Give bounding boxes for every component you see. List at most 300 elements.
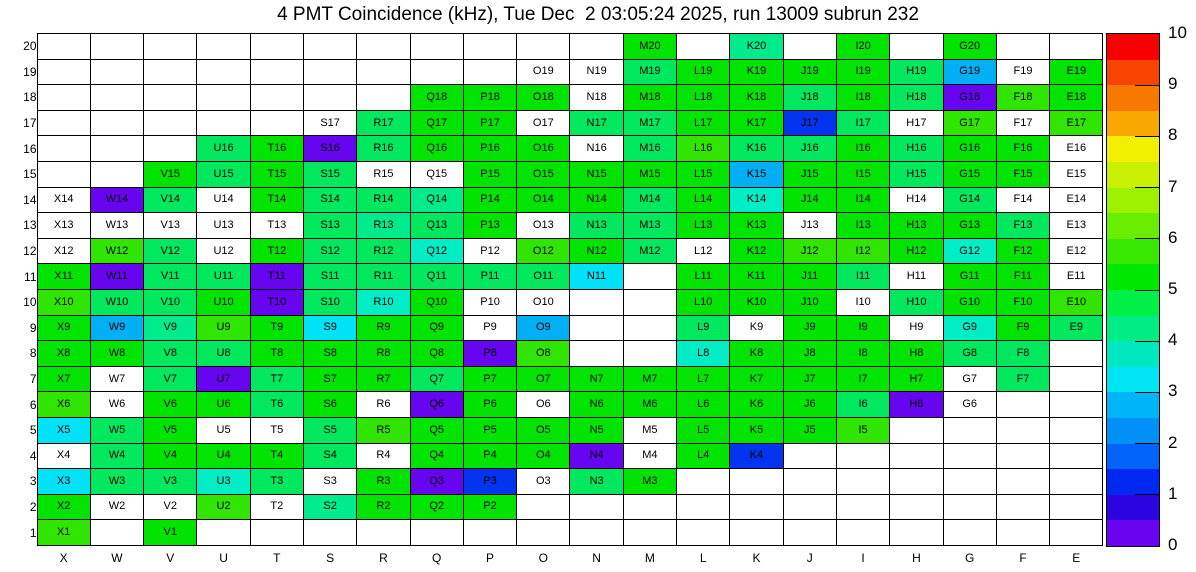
colorbar-segment — [1107, 85, 1159, 111]
cell-R2: R2 — [357, 494, 410, 520]
cell-K8: K8 — [730, 341, 783, 367]
x-axis-label-O: O — [538, 551, 548, 566]
cell-H11: H11 — [890, 264, 943, 290]
cell-J14: J14 — [783, 187, 836, 213]
cell-X9: X9 — [37, 315, 90, 341]
y-axis-label-3: 3 — [29, 474, 37, 489]
cell-F3 — [996, 469, 1049, 495]
cell-Q16: Q16 — [410, 136, 463, 162]
cell-W5: W5 — [90, 417, 143, 443]
cell-O16: O16 — [517, 136, 570, 162]
cell-U15: U15 — [197, 161, 250, 187]
cell-W9: W9 — [90, 315, 143, 341]
y-axis-label-20: 20 — [23, 39, 37, 54]
cell-O15: O15 — [517, 161, 570, 187]
cell-U3: U3 — [197, 469, 250, 495]
cell-W1 — [90, 520, 143, 546]
cell-O4: O4 — [517, 443, 570, 469]
cell-Q13: Q13 — [410, 213, 463, 239]
colorbar-tick-label-9: 9 — [1168, 74, 1178, 94]
cell-G7: G7 — [943, 366, 996, 392]
cell-I10: I10 — [836, 289, 889, 315]
cell-U5: U5 — [197, 417, 250, 443]
cell-W7: W7 — [90, 366, 143, 392]
x-axis-label-E: E — [1072, 551, 1081, 566]
cell-O11: O11 — [517, 264, 570, 290]
colorbar-tick-label-5: 5 — [1168, 279, 1178, 298]
cell-K6: K6 — [730, 392, 783, 418]
cell-I2 — [836, 494, 889, 520]
colorbar — [1106, 33, 1160, 547]
x-axis-label-S: S — [326, 551, 335, 566]
cell-P2: P2 — [463, 494, 516, 520]
cell-R9: R9 — [357, 315, 410, 341]
cell-E19: E19 — [1050, 59, 1103, 85]
cell-Q6: Q6 — [410, 392, 463, 418]
cell-E9: E9 — [1050, 315, 1103, 341]
cell-R19 — [357, 59, 410, 85]
cell-U1 — [197, 520, 250, 546]
cell-Q4: Q4 — [410, 443, 463, 469]
cell-F7: F7 — [996, 366, 1049, 392]
cell-E14: E14 — [1050, 187, 1103, 213]
y-axis-label-18: 18 — [23, 90, 37, 105]
cell-O9: O9 — [517, 315, 570, 341]
cell-Q14: Q14 — [410, 187, 463, 213]
y-axis-label-11: 11 — [24, 269, 37, 284]
cell-X16 — [37, 136, 90, 162]
cell-J19: J19 — [783, 59, 836, 85]
cell-N20 — [570, 34, 623, 60]
cell-E17: E17 — [1050, 110, 1103, 136]
cell-J7: J7 — [783, 366, 836, 392]
cell-S6: S6 — [303, 392, 356, 418]
cell-Q18: Q18 — [410, 85, 463, 111]
cell-S10: S10 — [303, 289, 356, 315]
cell-F8: F8 — [996, 341, 1049, 367]
cell-E12: E12 — [1050, 238, 1103, 264]
cell-I4 — [836, 443, 889, 469]
cell-E10: E10 — [1050, 289, 1103, 315]
cell-L6: L6 — [677, 392, 730, 418]
cell-M2 — [623, 494, 676, 520]
cell-U10: U10 — [197, 289, 250, 315]
cell-O18: O18 — [517, 85, 570, 111]
cell-V12: V12 — [144, 238, 197, 264]
cell-X10: X10 — [37, 289, 90, 315]
cell-N6: N6 — [570, 392, 623, 418]
colorbar-tick-label-10: 10 — [1168, 23, 1187, 42]
cell-W14: W14 — [90, 187, 143, 213]
cell-R12: R12 — [357, 238, 410, 264]
cell-G13: G13 — [943, 213, 996, 239]
colorbar-tick — [1135, 494, 1159, 495]
cell-T3: T3 — [250, 469, 303, 495]
cell-V14: V14 — [144, 187, 197, 213]
cell-F18: F18 — [996, 85, 1049, 111]
cell-K17: K17 — [730, 110, 783, 136]
colorbar-tick-label-8: 8 — [1168, 125, 1178, 145]
cell-R10: R10 — [357, 289, 410, 315]
cell-O12: O12 — [517, 238, 570, 264]
cell-Q9: Q9 — [410, 315, 463, 341]
cell-R15: R15 — [357, 161, 410, 187]
cell-F5 — [996, 417, 1049, 443]
cell-M6: M6 — [623, 392, 676, 418]
cell-W10: W10 — [90, 289, 143, 315]
cell-N1 — [570, 520, 623, 546]
cell-K20: K20 — [730, 34, 783, 60]
cell-R8: R8 — [357, 341, 410, 367]
cell-F12: F12 — [996, 238, 1049, 264]
cell-O8: O8 — [517, 341, 570, 367]
y-axis-label-2: 2 — [29, 499, 37, 514]
colorbar-segment — [1107, 520, 1159, 546]
cell-F14: F14 — [996, 187, 1049, 213]
cell-S12: S12 — [303, 238, 356, 264]
y-axis-label-10: 10 — [23, 295, 37, 310]
cell-M20: M20 — [623, 34, 676, 60]
cell-J13: J13 — [783, 213, 836, 239]
x-axis-label-L: L — [699, 551, 707, 566]
cell-F4 — [996, 443, 1049, 469]
cell-F19: F19 — [996, 59, 1049, 85]
cell-X17 — [37, 110, 90, 136]
cell-I12: I12 — [836, 238, 889, 264]
x-axis-label-X: X — [59, 551, 68, 566]
cell-J15: J15 — [783, 161, 836, 187]
cell-J17: J17 — [783, 110, 836, 136]
cell-V5: V5 — [144, 417, 197, 443]
cell-P16: P16 — [463, 136, 516, 162]
cell-L17: L17 — [677, 110, 730, 136]
colorbar-segment — [1107, 316, 1159, 342]
cell-N12: N12 — [570, 238, 623, 264]
cell-J12: J12 — [783, 238, 836, 264]
cell-S7: S7 — [303, 366, 356, 392]
cell-M9 — [623, 315, 676, 341]
cell-M15: M15 — [623, 161, 676, 187]
cell-I13: I13 — [836, 213, 889, 239]
cell-X8: X8 — [37, 341, 90, 367]
cell-R20 — [357, 34, 410, 60]
cell-S5: S5 — [303, 417, 356, 443]
cell-T8: T8 — [250, 341, 303, 367]
cell-N5: N5 — [570, 417, 623, 443]
cell-J2 — [783, 494, 836, 520]
cell-H10: H10 — [890, 289, 943, 315]
cell-Q10: Q10 — [410, 289, 463, 315]
cell-W13: W13 — [90, 213, 143, 239]
y-axis-label-15: 15 — [23, 167, 37, 182]
cell-O5: O5 — [517, 417, 570, 443]
cell-F15: F15 — [996, 161, 1049, 187]
cell-P13: P13 — [463, 213, 516, 239]
cell-J3 — [783, 469, 836, 495]
cell-M8 — [623, 341, 676, 367]
cell-P18: P18 — [463, 85, 516, 111]
cell-O13: O13 — [517, 213, 570, 239]
y-axis-label-1: 1 — [29, 525, 37, 540]
cell-T10: T10 — [250, 289, 303, 315]
cell-U8: U8 — [197, 341, 250, 367]
cell-M16: M16 — [623, 136, 676, 162]
cell-T13: T13 — [250, 213, 303, 239]
cell-W19 — [90, 59, 143, 85]
colorbar-segment — [1107, 469, 1159, 495]
colorbar-segment — [1107, 444, 1159, 470]
cell-X13: X13 — [37, 213, 90, 239]
y-axis-label-19: 19 — [23, 64, 37, 79]
cell-G10: G10 — [943, 289, 996, 315]
cell-L5: L5 — [677, 417, 730, 443]
cell-E4 — [1050, 443, 1103, 469]
colorbar-segment — [1107, 34, 1159, 60]
cell-W3: W3 — [90, 469, 143, 495]
cell-N9 — [570, 315, 623, 341]
cell-T5: T5 — [250, 417, 303, 443]
cell-H20 — [890, 34, 943, 60]
cell-G6: G6 — [943, 392, 996, 418]
cell-L14: L14 — [677, 187, 730, 213]
cell-U11: U11 — [197, 264, 250, 290]
cell-U2: U2 — [197, 494, 250, 520]
cell-E16: E16 — [1050, 136, 1103, 162]
cell-R16: R16 — [357, 136, 410, 162]
cell-K12: K12 — [730, 238, 783, 264]
cell-W16 — [90, 136, 143, 162]
y-axis-label-16: 16 — [23, 141, 37, 156]
y-axis-label-4: 4 — [29, 448, 37, 463]
cell-E5 — [1050, 417, 1103, 443]
cell-G9: G9 — [943, 315, 996, 341]
cell-M11 — [623, 264, 676, 290]
x-axis-label-T: T — [273, 551, 281, 566]
cell-I15: I15 — [836, 161, 889, 187]
cell-K14: K14 — [730, 187, 783, 213]
cell-H9: H9 — [890, 315, 943, 341]
cell-T20 — [250, 34, 303, 60]
cell-V4: V4 — [144, 443, 197, 469]
cell-H8: H8 — [890, 341, 943, 367]
cell-W17 — [90, 110, 143, 136]
cell-Q19 — [410, 59, 463, 85]
cell-O20 — [517, 34, 570, 60]
cell-U12: U12 — [197, 238, 250, 264]
cell-N18: N18 — [570, 85, 623, 111]
cell-X5: X5 — [37, 417, 90, 443]
cell-O1 — [517, 520, 570, 546]
cell-J4 — [783, 443, 836, 469]
cell-V8: V8 — [144, 341, 197, 367]
cell-G17: G17 — [943, 110, 996, 136]
cell-S16: S16 — [303, 136, 356, 162]
cell-W2: W2 — [90, 494, 143, 520]
cell-R3: R3 — [357, 469, 410, 495]
axis-corner — [6, 545, 37, 571]
cell-E15: E15 — [1050, 161, 1103, 187]
colorbar-segment — [1107, 213, 1159, 239]
cell-F17: F17 — [996, 110, 1049, 136]
cell-U20 — [197, 34, 250, 60]
cell-P1 — [463, 520, 516, 546]
cell-T14: T14 — [250, 187, 303, 213]
cell-K10: K10 — [730, 289, 783, 315]
cell-J11: J11 — [783, 264, 836, 290]
x-axis-label-G: G — [965, 551, 975, 566]
cell-W6: W6 — [90, 392, 143, 418]
colorbar-segment — [1107, 136, 1159, 162]
cell-X1: X1 — [37, 520, 90, 546]
cell-H17: H17 — [890, 110, 943, 136]
cell-U14: U14 — [197, 187, 250, 213]
cell-P20 — [463, 34, 516, 60]
chart-title: 4 PMT Coincidence (kHz), Tue Dec 2 03:05:24 2025, run 13009 subrun 232 — [277, 4, 919, 25]
colorbar-segment — [1107, 60, 1159, 86]
cell-R1 — [357, 520, 410, 546]
cell-V2: V2 — [144, 494, 197, 520]
cell-R13: R13 — [357, 213, 410, 239]
cell-J1 — [783, 520, 836, 546]
cell-N7: N7 — [570, 366, 623, 392]
colorbar-segment — [1107, 341, 1159, 367]
cell-E3 — [1050, 469, 1103, 495]
colorbar-segment — [1107, 188, 1159, 214]
cell-G8: G8 — [943, 341, 996, 367]
cell-E6 — [1050, 392, 1103, 418]
cell-G11: G11 — [943, 264, 996, 290]
cell-U19 — [197, 59, 250, 85]
cell-P6: P6 — [463, 392, 516, 418]
x-axis-label-F: F — [1019, 551, 1027, 566]
colorbar-tick — [1135, 85, 1159, 86]
cell-L3 — [677, 469, 730, 495]
cell-S18 — [303, 85, 356, 111]
cell-P11: P11 — [463, 264, 516, 290]
y-axis-label-12: 12 — [23, 244, 37, 259]
cell-G19: G19 — [943, 59, 996, 85]
cell-R5: R5 — [357, 417, 410, 443]
cell-I20: I20 — [836, 34, 889, 60]
cell-G18: G18 — [943, 85, 996, 111]
cell-T16: T16 — [250, 136, 303, 162]
cell-V3: V3 — [144, 469, 197, 495]
cell-P14: P14 — [463, 187, 516, 213]
cell-I14: I14 — [836, 187, 889, 213]
cell-V13: V13 — [144, 213, 197, 239]
x-axis-label-W: W — [111, 551, 123, 566]
colorbar-tick — [1135, 136, 1159, 137]
x-axis-label-J: J — [806, 551, 813, 566]
cell-M13: M13 — [623, 213, 676, 239]
cell-H13: H13 — [890, 213, 943, 239]
cell-T11: T11 — [250, 264, 303, 290]
colorbar-tick-label-3: 3 — [1168, 381, 1178, 401]
cell-F10: F10 — [996, 289, 1049, 315]
cell-K4: K4 — [730, 443, 783, 469]
cell-N19: N19 — [570, 59, 623, 85]
cell-T18 — [250, 85, 303, 111]
cell-H12: H12 — [890, 238, 943, 264]
cell-P12: P12 — [463, 238, 516, 264]
x-axis-label-R: R — [379, 551, 388, 566]
colorbar-segment — [1107, 367, 1159, 393]
cell-S19 — [303, 59, 356, 85]
cell-X14: X14 — [37, 187, 90, 213]
cell-F9: F9 — [996, 315, 1049, 341]
cell-K13: K13 — [730, 213, 783, 239]
cell-V16 — [144, 136, 197, 162]
cell-N13: N13 — [570, 213, 623, 239]
cell-H16: H16 — [890, 136, 943, 162]
cell-L16: L16 — [677, 136, 730, 162]
cell-H1 — [890, 520, 943, 546]
cell-V9: V9 — [144, 315, 197, 341]
y-axis-label-7: 7 — [29, 372, 37, 387]
x-axis-label-Q: Q — [432, 551, 442, 566]
cell-I7: I7 — [836, 366, 889, 392]
cell-T17 — [250, 110, 303, 136]
y-axis-label-13: 13 — [23, 218, 37, 233]
cell-L4: L4 — [677, 443, 730, 469]
colorbar-tick — [1135, 290, 1159, 291]
cell-O14: O14 — [517, 187, 570, 213]
cell-E18: E18 — [1050, 85, 1103, 111]
cell-H5 — [890, 417, 943, 443]
cell-V18 — [144, 85, 197, 111]
cell-N16: N16 — [570, 136, 623, 162]
cell-T4: T4 — [250, 443, 303, 469]
cell-F16: F16 — [996, 136, 1049, 162]
x-axis-label-H: H — [912, 551, 921, 566]
cell-T1 — [250, 520, 303, 546]
cell-T2: T2 — [250, 494, 303, 520]
cell-N3: N3 — [570, 469, 623, 495]
cell-N14: N14 — [570, 187, 623, 213]
cell-J20 — [783, 34, 836, 60]
cell-T9: T9 — [250, 315, 303, 341]
cell-S20 — [303, 34, 356, 60]
cell-V15: V15 — [144, 161, 197, 187]
x-axis-label-N: N — [592, 551, 601, 566]
cell-M1 — [623, 520, 676, 546]
colorbar-tick-label-4: 4 — [1168, 330, 1178, 350]
cell-Q3: Q3 — [410, 469, 463, 495]
x-axis-label-V: V — [166, 551, 175, 566]
cell-Q2: Q2 — [410, 494, 463, 520]
cell-E2 — [1050, 494, 1103, 520]
colorbar-tick — [1135, 392, 1159, 393]
cell-T7: T7 — [250, 366, 303, 392]
cell-P17: P17 — [463, 110, 516, 136]
cell-K9: K9 — [730, 315, 783, 341]
colorbar-segment — [1107, 418, 1159, 444]
y-axis-label-9: 9 — [29, 320, 37, 335]
colorbar-segment — [1107, 239, 1159, 265]
x-axis-label-U: U — [219, 551, 228, 566]
cell-X2: X2 — [37, 494, 90, 520]
cell-K1 — [730, 520, 783, 546]
cell-F13: F13 — [996, 213, 1049, 239]
colorbar-tick — [1135, 443, 1159, 444]
cell-H2 — [890, 494, 943, 520]
cell-R4: R4 — [357, 443, 410, 469]
colorbar-segment — [1107, 111, 1159, 137]
cell-E11: E11 — [1050, 264, 1103, 290]
cell-Q20 — [410, 34, 463, 60]
cell-X3: X3 — [37, 469, 90, 495]
cell-P8: P8 — [463, 341, 516, 367]
